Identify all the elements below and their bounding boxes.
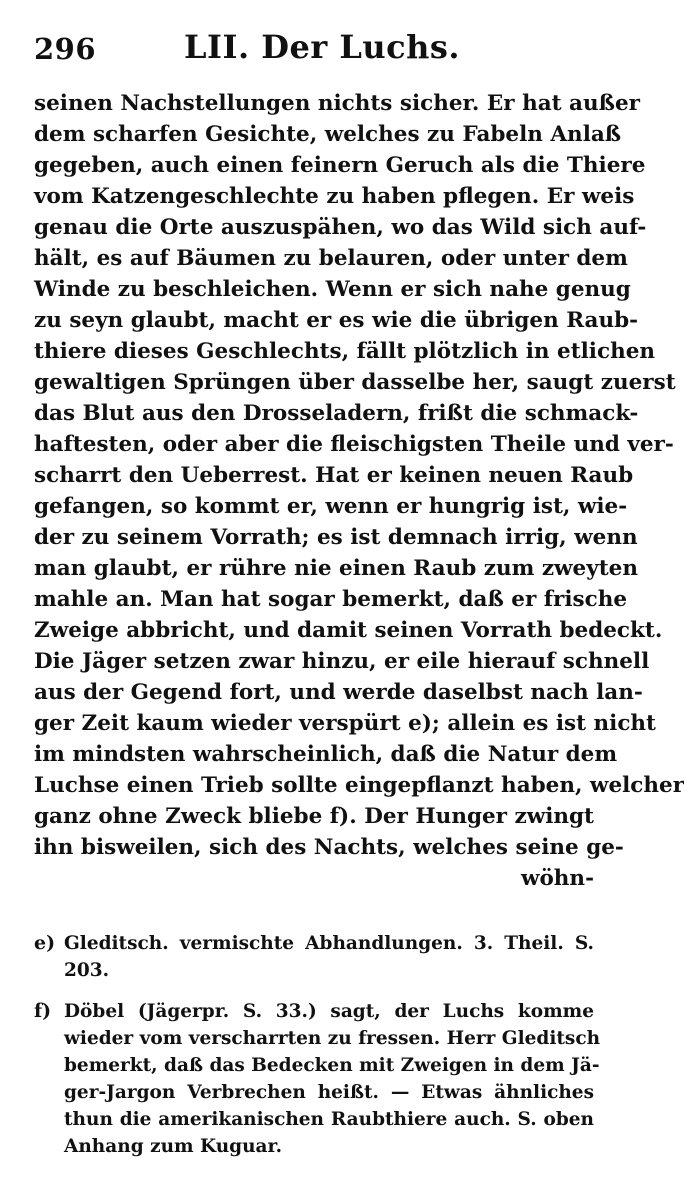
footnote-marker: f) bbox=[34, 1000, 52, 1022]
text-line: aus der Gegend fort, und werde daselbst nach lan- bbox=[34, 680, 643, 705]
text-line: der zu seinem Vorrath; es ist demnach irrig, wenn bbox=[34, 525, 638, 550]
text-line: im mindsten wahrscheinlich, daß die Natur dem bbox=[34, 742, 618, 767]
footnote-e bbox=[34, 930, 594, 984]
footnote-f bbox=[34, 998, 601, 1160]
footnote-line: thun die amerikanischen Raubthiere auch. S. oben bbox=[64, 1109, 594, 1130]
text-line: ger Zeit kaum wieder verspürt e); allein es ist nicht bbox=[34, 711, 656, 736]
text-line: dem scharfen Gesichte, welches zu Fabeln Anlaß bbox=[34, 122, 622, 147]
text-line: gegeben, auch einen feinern Geruch als die Thiere bbox=[34, 153, 646, 178]
footnote-line: 203. bbox=[64, 960, 110, 981]
footnote-line: ger-Jargon Verbrechen heißt. — Etwas ähnliches bbox=[64, 1082, 594, 1103]
text-line: scharrt den Ueberrest. Hat er keinen neuen Raub bbox=[34, 463, 634, 488]
page-header bbox=[34, 22, 594, 72]
text-line: mahle an. Man hat sogar bemerkt, daß er frische bbox=[34, 587, 628, 612]
text-line: gefangen, so kommt er, wenn er hungrig ist, wie- bbox=[34, 494, 628, 519]
text-line: ganz ohne Zweck bliebe f). Der Hunger zwingt bbox=[34, 804, 594, 829]
catchword: wöhn- bbox=[520, 866, 594, 891]
text-line: man glaubt, er rühre nie einen Raub zum zweyten bbox=[34, 556, 638, 581]
footnotes bbox=[34, 930, 601, 1174]
text-line: thiere dieses Geschlechts, fällt plötzlich in etlichen bbox=[34, 339, 656, 364]
footnote-line: Gleditsch. vermischte Abhandlungen. 3. Theil. S. bbox=[64, 933, 594, 954]
text-line: seinen Nachstellungen nichts sicher. Er hat außer bbox=[34, 91, 640, 116]
running-head: LII. Der Luchs. bbox=[184, 28, 460, 66]
text-line: Die Jäger setzen zwar hinzu, er eile hierauf schnell bbox=[34, 649, 650, 674]
text-line: haftesten, oder aber die fleischigsten Theile und ver- bbox=[34, 432, 674, 457]
footnote-line: Döbel (Jägerpr. S. 33.) sagt, der Luchs komme bbox=[64, 1001, 594, 1022]
page-number: 296 bbox=[34, 32, 97, 66]
text-line: zu seyn glaubt, macht er es wie die übrigen Raub- bbox=[34, 308, 639, 333]
text-line: hält, es auf Bäumen zu belauren, oder unter dem bbox=[34, 246, 628, 271]
text-line: Luchse einen Trieb sollte eingepflanzt haben, welcher bbox=[34, 773, 684, 798]
text-line: gewaltigen Sprüngen über dasselbe her, saugt zuerst bbox=[34, 370, 676, 395]
text-line: vom Katzengeschlechte zu haben pflegen. Er weis bbox=[34, 184, 635, 209]
footnote-line: wieder vom verscharrten zu fressen. Herr Gleditsch bbox=[64, 1028, 601, 1049]
text-line: Winde zu beschleichen. Wenn er sich nahe genug bbox=[34, 277, 631, 302]
text-line: genau die Orte auszuspähen, wo das Wild sich auf- bbox=[34, 215, 647, 240]
footnote-marker: e) bbox=[34, 932, 56, 954]
footnote-line: Anhang zum Kuguar. bbox=[64, 1136, 283, 1157]
main-text bbox=[34, 88, 684, 894]
text-line: das Blut aus den Drosseladern, frißt die schmack- bbox=[34, 401, 639, 426]
footnote-line: bemerkt, daß das Bedecken mit Zweigen in dem Jä- bbox=[64, 1055, 600, 1076]
text-line: ihn bisweilen, sich des Nachts, welches seine ge- bbox=[34, 835, 624, 860]
text-line: Zweige abbricht, und damit seinen Vorrath bedeckt. bbox=[34, 618, 663, 643]
